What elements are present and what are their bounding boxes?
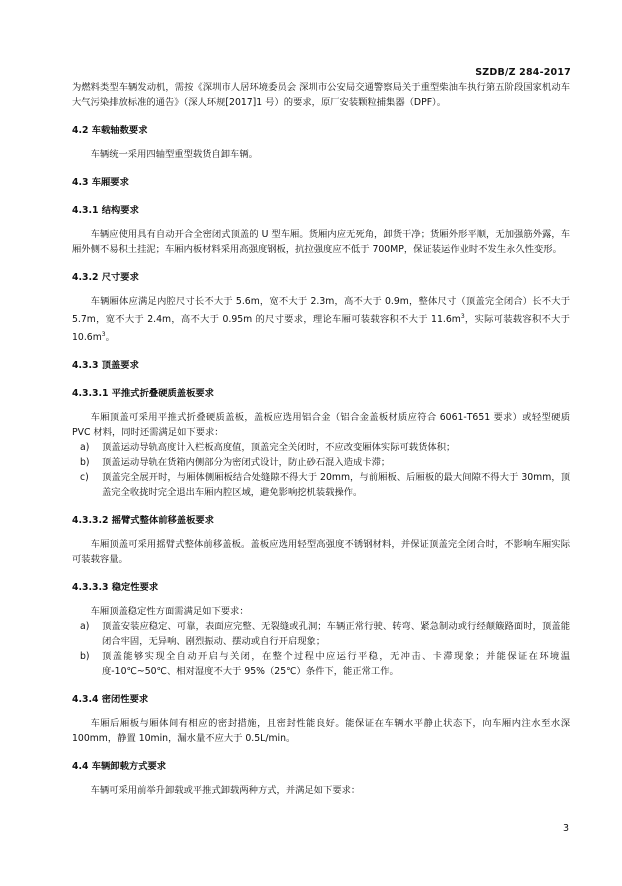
list-text: 顶盖运动导轨在货箱内侧部分为密闭式设计，防止砂石混入造成卡滞； [102, 457, 391, 469]
cubic-superscript-1: 3 [460, 313, 465, 320]
dimension-text-b: ，实际可装载容积不大于 10.6m [72, 314, 570, 344]
list-marker: c) [80, 472, 89, 484]
section-4-2-heading: 4.2 车载轴数要求 [72, 125, 148, 136]
list-marker: a) [80, 621, 90, 633]
section-4-3-2-body [72, 294, 570, 345]
section-4-4-heading: 4.4 车辆卸载方式要求 [72, 761, 167, 773]
list-item [72, 649, 570, 679]
section-4-3-3-heading: 4.3.3 顶盖要求 [72, 360, 139, 372]
section-4-3-heading: 4.3 车厢要求 [72, 177, 129, 188]
section-4-2-body: 车辆统一采用四轴型重型载货自卸车辆。 [90, 149, 258, 160]
section-4-3-3-2-body: 车厢顶盖可采用摇臂式整体前移盖板。盖板应选用轻型高强度不锈钢材料，并保证顶盖完全闭合时，不影响车厢实际可装载容量。 [72, 539, 570, 566]
intro-paragraph: 为燃料类型车辆发动机，需按《深圳市人居环境委员会 深圳市公安局交通警察局关于重型柴油车执行第五阶段国家机动车大气污染排放标准的通告》（深人环规[2017]1 号）的要求，原厂安装颗粒捕集器（DPF）。 [72, 82, 570, 108]
section-4-3-1-heading: 4.3.1 结构要求 [72, 205, 139, 216]
section-4-3-3-1-body: 车厢顶盖可采用平推式折叠硬质盖板，盖板应选用铝合金（铝合金盖板材质应符合 6061-T651 要求）或轻型硬质 PVC 材料，同时还需满足如下要求： [72, 412, 570, 439]
section-4-3-4-body: 车厢后厢板与厢体间有相应的密封措施，且密封性能良好。能保证在车辆水平静止状态下，向车厢内注水至水深 100mm，静置 10min，漏水量不应大于 0.5L/min。 [72, 718, 570, 745]
list-marker: a) [80, 442, 90, 454]
section-4-3-1-body: 车辆应使用具有自动开合全密闭式顶盖的 U 型车厢。货厢内应无死角，卸货干净；货厢外形平顺，无加强筋外露，车厢外侧不易积土挂泥；车厢内板材料采用高强度钢板，抗拉强度应不低于 700MP，保证装运作业时不发生永久性变形。 [72, 229, 570, 255]
document-body [72, 80, 570, 798]
section-4-3-4-heading: 4.3.4 密闭性要求 [72, 694, 149, 706]
section-4-3-2-heading: 4.3.2 尺寸要求 [72, 272, 139, 283]
page-number: 3 [563, 823, 570, 834]
list-text: 顶盖完全展开时，与厢体侧厢板结合处缝隙不得大于 20mm，与前厢板、后厢板的最大间隙不得大于 30mm，顶盖完全收拢时完全退出车厢内腔区域，避免影响挖机装载操作。 [102, 472, 570, 499]
list-item [72, 470, 570, 500]
list-text: 顶盖安装应稳定、可靠，表面应完整、无裂缝或孔洞；车辆正常行驶、转弯、紧急制动或行经颠簸路面时，顶盖能闭合牢固，无异响、剧烈振动、摆动或自行开启现象； [102, 621, 570, 648]
dimension-text-a: 车辆厢体应满足内腔尺寸长不大于 5.6m，宽不大于 2.3m，高不大于 0.9m，整体尺寸（顶盖完全闭合）长不大于 5.7m，宽不大于 2.4m，高不大于 0.95m 的尺寸要求，理论车厢可装载容积不大于 11.6m [72, 296, 570, 326]
list-marker: b) [80, 457, 90, 469]
dimension-text-c: 。 [105, 332, 115, 344]
list-item [72, 619, 570, 649]
section-4-3-3-3-body: 车厢顶盖稳定性方面需满足如下要求： [90, 606, 249, 618]
list-marker: b) [80, 651, 90, 663]
list-text: 顶盖能够实现全自动开启与关闭，在整个过程中应运行平稳，无冲击、卡滞现象；并能保证在环境温度-10℃~50℃、相对湿度不大于 95%（25℃）条件下，能正常工作。 [102, 651, 570, 678]
list-item [72, 455, 570, 470]
section-4-3-3-2-heading: 4.3.3.2 摇臂式整体前移盖板要求 [72, 515, 214, 527]
cubic-superscript-2: 3 [101, 331, 106, 339]
list-text: 顶盖运动导轨高度计入栏板高度值，顶盖完全关闭时，不应改变厢体实际可载货体积； [102, 442, 456, 454]
section-4-4-body: 车辆可采用前举升卸载或平推式卸载两种方式，并满足如下要求： [90, 785, 361, 797]
document-code: SZDB/Z 284-2017 [475, 67, 571, 78]
section-4-3-3-1-heading: 4.3.3.1 平推式折叠硬质盖板要求 [72, 388, 214, 400]
list-item [72, 440, 570, 455]
section-4-3-3-3-heading: 4.3.3.3 稳定性要求 [72, 582, 159, 594]
